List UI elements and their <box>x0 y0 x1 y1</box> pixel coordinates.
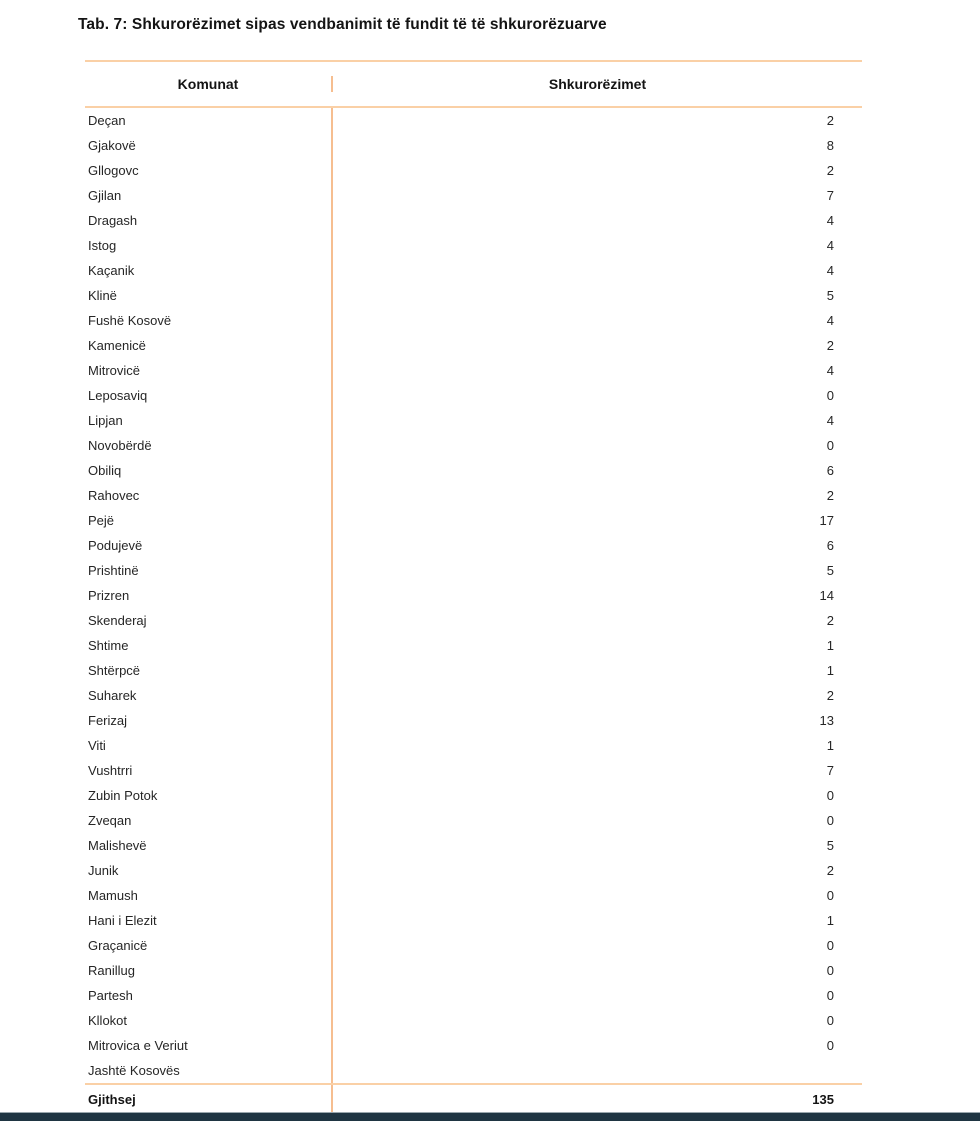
row-value: 14 <box>819 588 834 603</box>
row-value: 0 <box>826 813 834 828</box>
row-value: 4 <box>826 363 834 378</box>
footer-total-label: Gjithsej <box>85 1085 333 1116</box>
table-row <box>85 433 862 458</box>
row-komuna: Gjakovë <box>85 133 333 158</box>
row-komuna: Kllokot <box>85 1008 333 1033</box>
table-row <box>85 383 862 408</box>
row-value: 2 <box>826 613 834 628</box>
table-row <box>85 308 862 333</box>
row-komuna: Mitrovicë <box>85 358 333 383</box>
row-value: 0 <box>826 988 834 1003</box>
row-komuna: Hani i Elezit <box>85 908 333 933</box>
row-value: 4 <box>826 263 834 278</box>
row-komuna: Ferizaj <box>85 708 333 733</box>
table-header-row <box>85 60 862 108</box>
row-komuna: Graçanicë <box>85 933 333 958</box>
row-komuna: Vushtrri <box>85 758 333 783</box>
row-komuna: Gllogovc <box>85 158 333 183</box>
table-row <box>85 158 862 183</box>
row-komuna: Pejë <box>85 508 333 533</box>
row-value: 0 <box>826 1038 834 1053</box>
row-value: 4 <box>826 313 834 328</box>
table-title: Tab. 7: Shkurorëzimet sipas vendbanimit të fundit të të shkurorëzuarve <box>78 16 607 33</box>
row-value: 0 <box>826 963 834 978</box>
table-row <box>85 108 862 133</box>
row-value: 6 <box>826 538 834 553</box>
row-komuna: Malishevë <box>85 833 333 858</box>
row-value: 2 <box>826 163 834 178</box>
row-komuna: Obiliq <box>85 458 333 483</box>
table-row <box>85 233 862 258</box>
row-komuna: Partesh <box>85 983 333 1008</box>
row-komuna: Mitrovica e Veriut <box>85 1033 333 1058</box>
row-komuna: Ranillug <box>85 958 333 983</box>
row-value: 17 <box>819 513 834 528</box>
row-komuna: Kamenicë <box>85 333 333 358</box>
row-value: 0 <box>826 438 834 453</box>
table-row <box>85 858 862 883</box>
row-value: 5 <box>826 838 834 853</box>
table-row <box>85 183 862 208</box>
row-komuna: Prishtinë <box>85 558 333 583</box>
row-komuna: Deçan <box>85 108 333 133</box>
row-value: 2 <box>826 863 834 878</box>
table-row <box>85 333 862 358</box>
row-komuna: Rahovec <box>85 483 333 508</box>
row-komuna: Zveqan <box>85 808 333 833</box>
bottom-bar <box>0 1112 980 1121</box>
row-value: 0 <box>826 788 834 803</box>
table-row <box>85 1008 862 1033</box>
row-komuna: Novobërdë <box>85 433 333 458</box>
table-row <box>85 833 862 858</box>
row-value: 1 <box>826 663 834 678</box>
table-row <box>85 933 862 958</box>
row-value: 0 <box>826 1013 834 1028</box>
row-komuna: Junik <box>85 858 333 883</box>
row-value: 1 <box>826 738 834 753</box>
row-komuna: Istog <box>85 233 333 258</box>
column-header-shkurorezimet: Shkurorëzimet <box>548 76 647 92</box>
table-row <box>85 508 862 533</box>
row-komuna: Zubin Potok <box>85 783 333 808</box>
row-value: 2 <box>826 338 834 353</box>
row-value: 2 <box>826 688 834 703</box>
table-row <box>85 1033 862 1058</box>
row-komuna: Mamush <box>85 883 333 908</box>
row-komuna: Podujevë <box>85 533 333 558</box>
row-komuna: Kaçanik <box>85 258 333 283</box>
row-value: 13 <box>819 713 834 728</box>
table-row <box>85 1058 862 1083</box>
table-row <box>85 583 862 608</box>
table-row <box>85 358 862 383</box>
table-row <box>85 258 862 283</box>
table-row <box>85 658 862 683</box>
table-row <box>85 733 862 758</box>
table-row <box>85 483 862 508</box>
table-row <box>85 783 862 808</box>
row-komuna: Leposaviq <box>85 383 333 408</box>
table-row <box>85 758 862 783</box>
table-body <box>85 108 862 1083</box>
row-komuna: Lipjan <box>85 408 333 433</box>
table-row <box>85 208 862 233</box>
table-row <box>85 408 862 433</box>
row-value: 1 <box>826 638 834 653</box>
row-value: 2 <box>826 488 834 503</box>
row-value: 5 <box>826 563 834 578</box>
table-row <box>85 983 862 1008</box>
table-row <box>85 958 862 983</box>
table-row <box>85 808 862 833</box>
row-value: 7 <box>826 188 834 203</box>
row-value: 0 <box>826 888 834 903</box>
row-value: 7 <box>826 763 834 778</box>
table-row <box>85 608 862 633</box>
table-row <box>85 708 862 733</box>
table-row <box>85 883 862 908</box>
footer-total-value: 135 <box>812 1092 834 1107</box>
table-row <box>85 683 862 708</box>
row-komuna: Jashtë Kosovës <box>85 1058 333 1083</box>
row-komuna: Prizren <box>85 583 333 608</box>
row-value: 1 <box>826 913 834 928</box>
table-row <box>85 283 862 308</box>
row-value: 8 <box>826 138 834 153</box>
table-row <box>85 558 862 583</box>
row-komuna: Shtime <box>85 633 333 658</box>
row-komuna: Dragash <box>85 208 333 233</box>
table-row <box>85 633 862 658</box>
row-komuna: Skenderaj <box>85 608 333 633</box>
row-value: 4 <box>826 238 834 253</box>
row-value: 6 <box>826 463 834 478</box>
row-komuna: Klinë <box>85 283 333 308</box>
row-value: 4 <box>826 413 834 428</box>
row-value: 2 <box>826 113 834 128</box>
row-value: 5 <box>826 288 834 303</box>
row-value: 0 <box>826 938 834 953</box>
row-value: 0 <box>826 388 834 403</box>
divorces-by-municipality-table <box>85 60 862 1116</box>
table-row <box>85 908 862 933</box>
row-komuna: Suharek <box>85 683 333 708</box>
column-header-komunat: Komunat <box>85 76 333 92</box>
table-row <box>85 458 862 483</box>
table-row <box>85 533 862 558</box>
row-value: 4 <box>826 213 834 228</box>
row-komuna: Viti <box>85 733 333 758</box>
row-komuna: Shtërpcë <box>85 658 333 683</box>
row-komuna: Fushë Kosovë <box>85 308 333 333</box>
row-komuna: Gjilan <box>85 183 333 208</box>
table-row <box>85 133 862 158</box>
row-value <box>333 1058 862 1083</box>
